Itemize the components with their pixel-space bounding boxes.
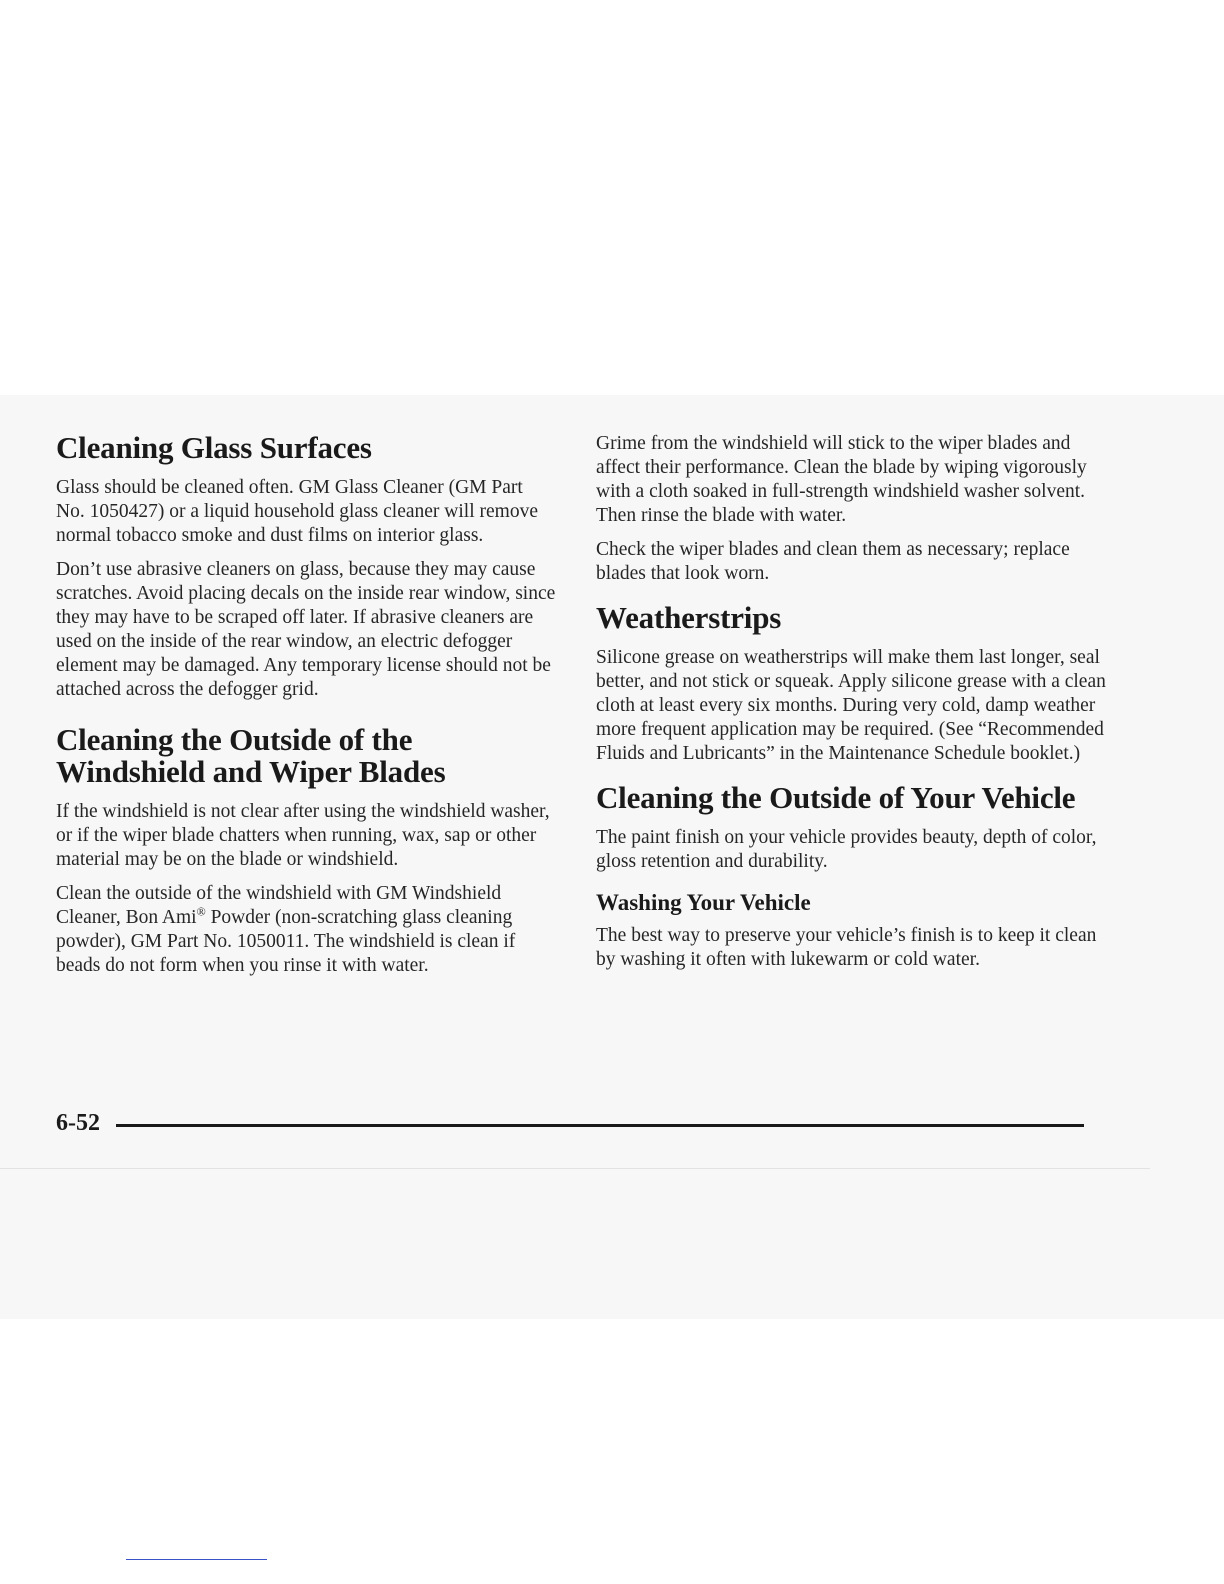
paragraph-check-wiper-blades: Check the wiper blades and clean them as necessary; replace blades that look worn. xyxy=(596,539,1070,584)
paragraph-preserve-finish: The best way to preserve your vehicle’s finish is to keep it clean by washing it often with lukewarm or cold water. xyxy=(596,925,1097,970)
paragraph-abrasive-cleaners: Don’t use abrasive cleaners on glass, because they may cause scratches. Avoid placing decals on the inside rear window, since they may have to be scraped off later. If abrasive cleaners are used on the inside of the rear window, an electric defogger element may be damaged. Any temporary license should not be attached across the defogger grid. xyxy=(56,559,556,700)
paragraph-grime-wiper-blades: Grime from the windshield will stick to the wiper blades and affect their performance. Clean the blade by wiping vigorously with a cloth soaked in full-strength windshield washer solvent. Then rinse the blade with water. xyxy=(596,433,1087,526)
scan-artifact-line xyxy=(0,1168,1150,1169)
heading-windshield-wiper-blades: Cleaning the Outside of the Windshield and Wiper Blades xyxy=(56,722,446,789)
paragraph-paint-finish: The paint finish on your vehicle provides beauty, depth of color, gloss retention and durability. xyxy=(596,827,1097,872)
text-segment: Clean the outside of the windshield with GM Windshield Cleaner, Bon Ami xyxy=(56,883,502,928)
paragraph-silicone-grease: Silicone grease on weatherstrips will make them last longer, seal better, and not stick or squeak. Apply silicone grease with a clean cloth at least every six months. During very cold, damp weather more frequent application may be required. (See “Recommended Fluids and Lubricants” in the Maintenance Schedule booklet.) xyxy=(596,647,1106,764)
footer-rule xyxy=(116,1124,1084,1127)
heading-washing-your-vehicle: Washing Your Vehicle xyxy=(596,890,811,915)
page-number: 6-52 xyxy=(56,1110,100,1136)
right-column xyxy=(596,432,1106,982)
link-underline xyxy=(126,1559,267,1560)
heading-weatherstrips: Weatherstrips xyxy=(596,600,782,635)
registered-mark: ® xyxy=(196,904,206,919)
left-column xyxy=(56,432,556,988)
paragraph-glass-cleaning-often: Glass should be cleaned often. GM Glass Cleaner (GM Part No. 1050427) or a liquid household glass cleaner will remove normal tobacco smoke and dust films on interior glass. xyxy=(56,477,538,546)
paragraph-clean-windshield-outside xyxy=(56,882,556,978)
text-segment: Powder (non-scratching glass cleaning powder), GM Part No. 1050011. The windshield is clean if beads do not form when you rinse it with water. xyxy=(56,907,516,976)
heading-cleaning-glass-surfaces: Cleaning Glass Surfaces xyxy=(56,430,372,465)
heading-cleaning-outside-vehicle: Cleaning the Outside of Your Vehicle xyxy=(596,780,1076,815)
paragraph-windshield-not-clear: If the windshield is not clear after using the windshield washer, or if the wiper blade chatters when running, wax, sap or other material may be on the blade or windshield. xyxy=(56,801,550,870)
